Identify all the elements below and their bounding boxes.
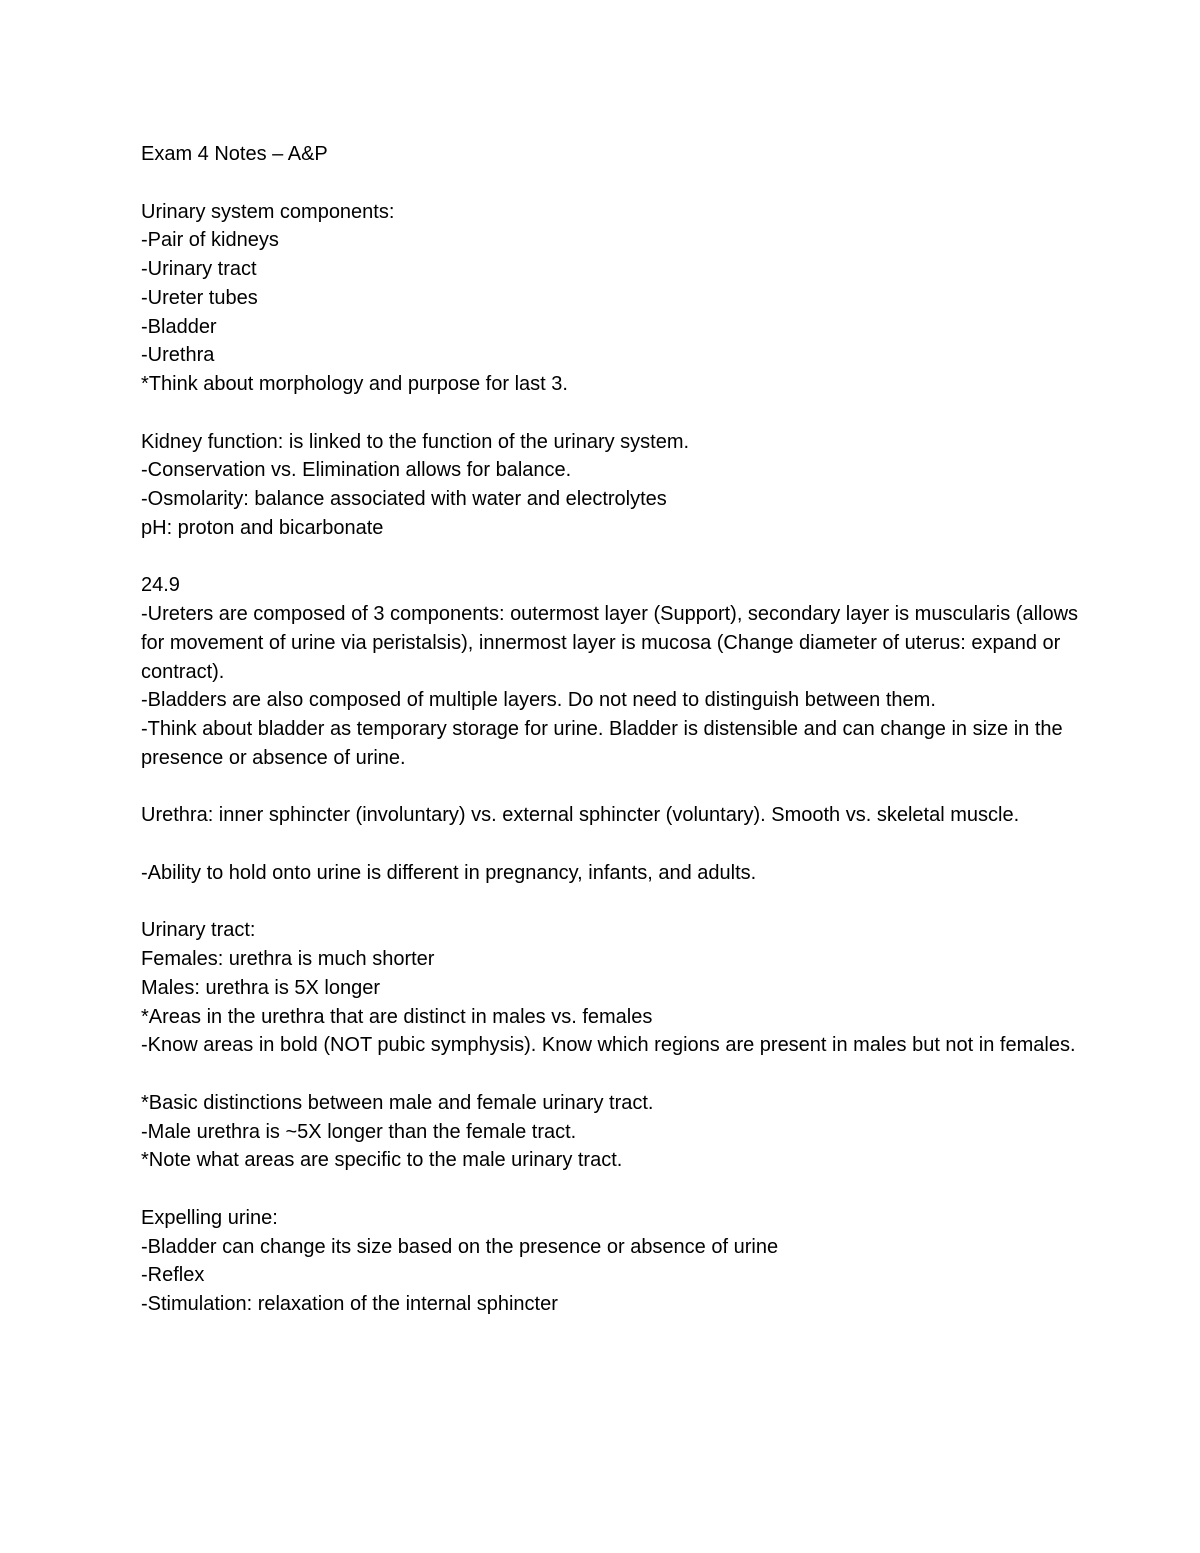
- text-line: -Osmolarity: balance associated with water and electrolytes: [141, 488, 667, 510]
- urethra-section: [141, 801, 1081, 830]
- section-24-9: [141, 571, 1084, 772]
- text-paragraph: -Ureters are composed of 3 components: outermost layer (Support), secondary layer is muscularis (allows for movement of urine via peristalsis), innermost layer is mucosa (Change diameter of uterus: expand or contract).: [141, 603, 1084, 683]
- section-heading: Urinary tract:: [141, 919, 256, 942]
- text-line: -Conservation vs. Elimination allows for balance.: [141, 459, 572, 482]
- note-line: *Basic distinctions between male and female urinary tract.: [141, 1091, 654, 1114]
- spacer: [141, 1175, 1081, 1204]
- section-heading: Expelling urine:: [141, 1206, 278, 1229]
- spacer: [141, 543, 1081, 572]
- text-line: -Male urethra is ~5X longer than the female tract.: [141, 1120, 577, 1143]
- text-line: *Areas in the urethra that are distinct in males vs. females: [141, 1005, 653, 1028]
- text-paragraph: -Think about bladder as temporary storage for urine. Bladder is distensible and can change in size in the presence or absence of urine.: [141, 718, 1069, 769]
- list-item: -Ureter tubes: [141, 286, 258, 309]
- ability-section: [141, 859, 1081, 888]
- list-item: -Urinary tract: [141, 258, 257, 280]
- spacer: [141, 399, 1081, 428]
- text-paragraph: -Know areas in bold (NOT pubic symphysis). Know which regions are present in males but not in females.: [141, 1034, 1076, 1057]
- spacer: [141, 773, 1081, 802]
- text-line: -Stimulation: relaxation of the internal sphincter: [141, 1293, 558, 1315]
- spacer: [141, 830, 1081, 859]
- text-line: -Bladder can change its size based on the presence or absence of urine: [141, 1235, 779, 1258]
- list-item: -Bladder: [141, 315, 217, 338]
- kidney-function-section: [141, 428, 1081, 543]
- note-line: *Think about morphology and purpose for last 3.: [141, 373, 568, 395]
- urinary-tract-section: [141, 916, 1081, 1060]
- text-line: -Ability to hold onto urine is different in pregnancy, infants, and adults.: [141, 861, 757, 884]
- expelling-urine-section: [141, 1204, 1081, 1319]
- basic-distinctions-section: [141, 1089, 1081, 1175]
- spacer: [141, 169, 1081, 198]
- text-line: pH: proton and bicarbonate: [141, 516, 384, 539]
- document-title: Exam 4 Notes – A&P: [141, 143, 328, 165]
- text-line: Males: urethra is 5X longer: [141, 976, 381, 999]
- document-page: [141, 140, 1084, 1319]
- text-line: Kidney function: is linked to the function of the urinary system.: [141, 430, 690, 453]
- list-item: -Pair of kidneys: [141, 229, 279, 252]
- section-heading: Urinary system components:: [141, 200, 395, 223]
- text-paragraph: Urethra: inner sphincter (involuntary) vs. external sphincter (voluntary). Smooth vs. skeletal muscle.: [141, 804, 1020, 827]
- spacer: [141, 888, 1081, 917]
- spacer: [141, 1060, 1081, 1089]
- list-item: -Urethra: [141, 344, 215, 367]
- text-paragraph: -Bladders are also composed of multiple layers. Do not need to distinguish between them.: [141, 689, 936, 712]
- text-line: -Reflex: [141, 1264, 205, 1287]
- urinary-components-section: [141, 198, 1081, 399]
- text-line: Females: urethra is much shorter: [141, 948, 435, 970]
- note-line: *Note what areas are specific to the male urinary tract.: [141, 1149, 623, 1172]
- section-heading: 24.9: [141, 574, 180, 597]
